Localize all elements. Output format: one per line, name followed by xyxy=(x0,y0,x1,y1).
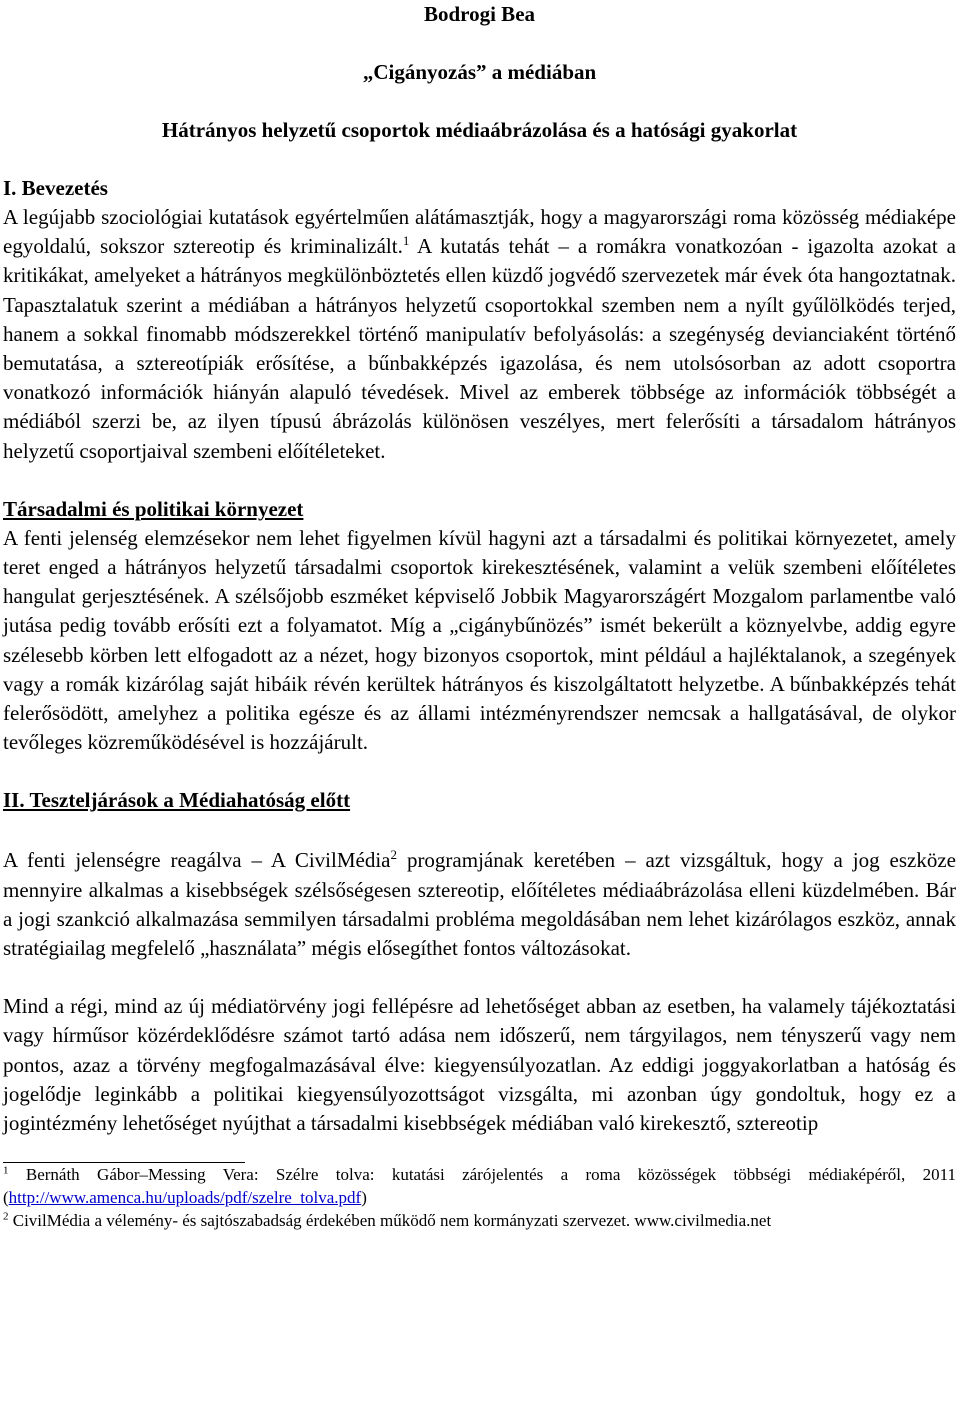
document-title: „Cigányozás” a médiában xyxy=(362,60,597,84)
footnote-2-text: CivilMédia a vélemény- és sajtószabadság érdekében működő nem kormányzati szervezet. www.civilmedia.net xyxy=(8,1211,772,1231)
footnote-1-link[interactable]: http://www.amenca.hu/uploads/pdf/szelre_tolva.pdf xyxy=(8,1188,362,1208)
footnote-2-number: 2 xyxy=(3,1210,9,1223)
section-heading-introduction: I. Bevezetés xyxy=(3,176,108,200)
footnote-2 xyxy=(3,1209,956,1232)
footnote-1-text-a: Bernáth Gábor–Messing Vera: Szélre tolva: kutatási zárójelentés a roma közösségek többségi médiaképéről, 2011 ( xyxy=(3,1165,956,1208)
document-subtitle: Hátrányos helyzetű csoportok médiaábrázolása és a hatósági gyakorlat xyxy=(161,118,798,142)
section-heading-social-political: Társadalmi és politikai környezet xyxy=(3,496,304,521)
document-page xyxy=(3,0,956,1232)
footnote-1 xyxy=(3,1163,956,1209)
social-political-paragraph: A fenti jelenség elemzésekor nem lehet figyelmen kívül hagyni azt a társadalmi és politikai környezetet, amely teret enged a hátrányos helyzetű társadalmi csoportok kirekesztésének, valamint a velük szembeni előítéletes hangulat gerjesztésének. A szélsőjobb eszméket képviselő Jobbik Magyarországért Mozgalom parlamentbe való jutása pedig tovább erősíti ezt a folyamatot. Míg a „cigánybűnözés” ismét bekerült a köznyelvbe, addig egyre szélesebb körben lett elfogadott az a nézet, hogy bizonyos csoportok, mint például a hajléktalanok, a szegények vagy a romák kizárólag saját hibáik révén kerültek hátrányos és kiszolgáltatott helyzetbe. A bűnbakképzés tehát felerősödött, amelyhez a politika egésze és az állami intézményrendszer nemcsak a hallgatásával, de olykor tevőleges közreműködésével is hozzájárult. xyxy=(3,525,956,755)
footnote-ref-2[interactable]: 2 xyxy=(390,847,397,863)
test-procedures-paragraph-2: Mind a régi, mind az új médiatörvény jogi fellépésre ad lehetőséget abban az esetben, ha valamely tájékoztatási vagy hírműsor közérdeklődésre számot tartó adása nem időszerű, nem tárgyilagos, nem tényszerű vagy nem pontos, azaz a törvény megfogalmazásával élve: kiegyensúlyozatlan. Az eddigi joggyakorlatban a hatóság és jogelődje leginkább a politikai kiegyensúlyozottságot vizsgálta, mi azonban úgy gondoltuk, hogy ez a jogintézmény lehetőséget nyújthat a társadalmi kisebbségek médiában való kirekesztő, sztereotip xyxy=(3,994,956,1136)
author-name: Bodrogi Bea xyxy=(423,2,536,26)
test-text-b: programjának keretében – azt vizsgáltuk, hogy a jog eszköze mennyire alkalmas a kisebbségek szélsőségesen sztereotip, előítéletes médiaábrázolása elleni küzdelmében. Bár a jogi szankció alkalmazása semmilyen társadalmi probléma megoldásában nem lehet kizárólagos eszköz, annak stratégiailag megfelelő „használata” mégis elősegíthet fontos változásokat. xyxy=(3,848,956,961)
footnote-1-text-b: ) xyxy=(361,1188,367,1208)
intro-text-b: A kutatás tehát – a romákra vonatkozóan - igazolta azokat a kritikákat, amelyeket a hátrányos megkülönböztetés ellen küzdő jogvédő szervezetek már évek óta hangoztatnak. Tapasztalatuk szerint a médiában a hátrányos helyzetű csoportokkal szemben nem a nyílt gyűlölködés terjed, hanem a sokkal finomabb módszerekkel történő manipulatív befolyásolás: a szegénység devianciaként történő bemutatása, a sztereotípiák erősítése, a bűnbakképzés igazolása, és nem utolsósorban az adott csoportra vonatkozó információk hiányán alapuló tévedések. Mivel az emberek többsége az információk többségét a médiából szerzi be, az ilyen típusú ábrázolás különösen veszélyes, mert felerősíti a társadalom hátrányos helyzetű csoportjaival szembeni előítéleteket. xyxy=(3,234,956,463)
footnote-ref-1[interactable]: 1 xyxy=(402,233,410,249)
test-procedures-paragraph-1 xyxy=(3,846,956,963)
footnote-1-number: 1 xyxy=(3,1164,9,1177)
intro-text-a: A legújabb szociológiai kutatások egyértelműen alátámasztják, hogy a magyarországi roma közösség médiaképe egyoldalú, sokszor sztereotip és kriminalizált. xyxy=(3,205,956,259)
test-text-a: A fenti jelenségre reagálva – A CivilMédia xyxy=(3,848,391,873)
section-heading-test-procedures: II. Teszteljárások a Médiahatóság előtt xyxy=(3,788,351,813)
intro-paragraph xyxy=(3,203,956,466)
